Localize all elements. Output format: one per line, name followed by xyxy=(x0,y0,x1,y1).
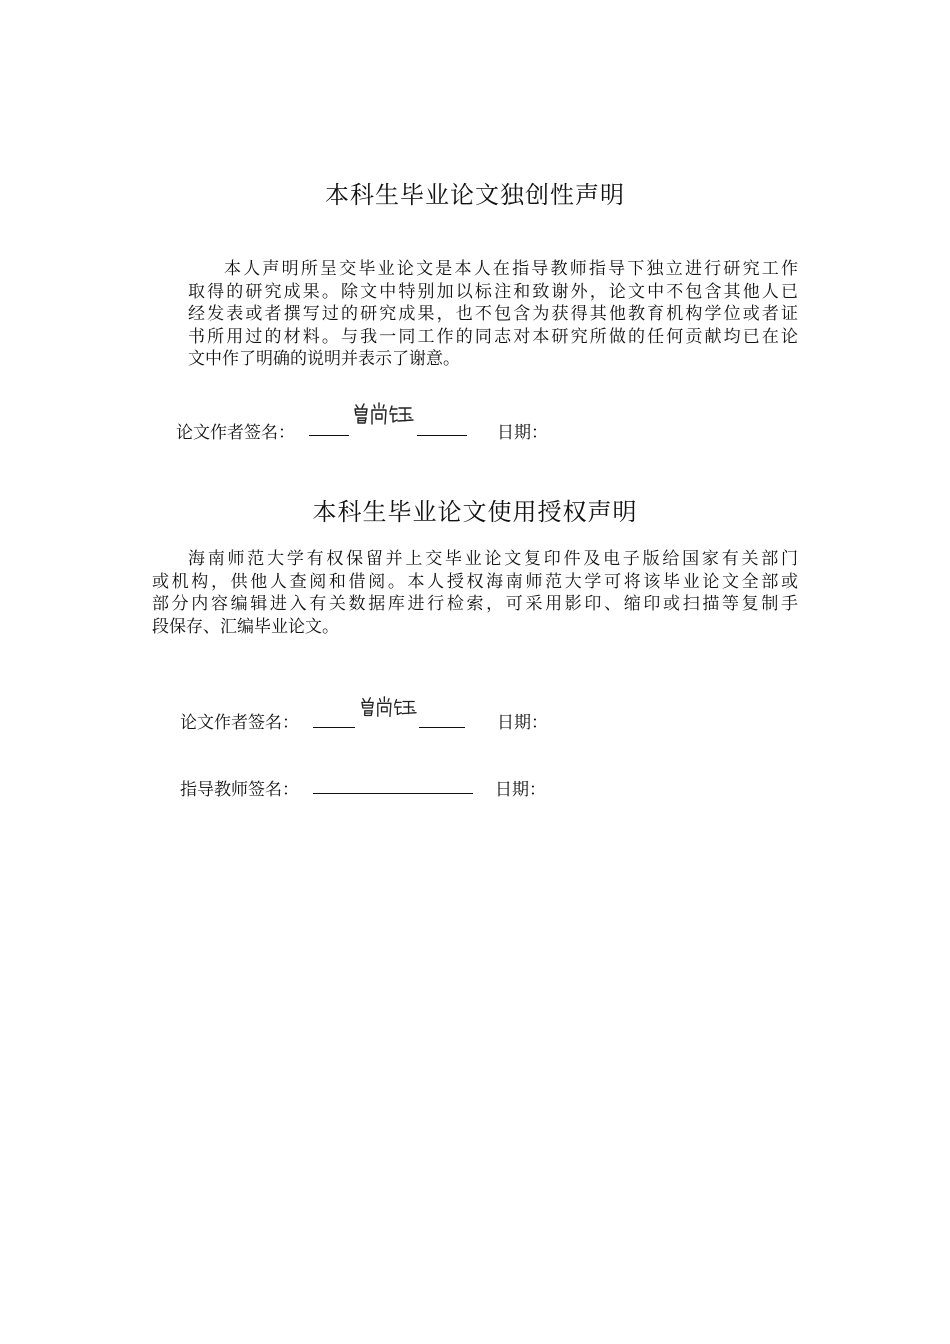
authorization-declaration-body xyxy=(152,548,798,638)
paragraph-line: 本人声明所呈交毕业论文是本人在指导教师指导下独立进行研究工作 xyxy=(224,259,798,279)
paragraph-line: 海南师范大学有权保留并上交毕业论文复印件及电子版给国家有关部门 xyxy=(188,549,798,569)
author-date-label: 日期： xyxy=(497,713,548,733)
paragraph-line: 文中作了明确的说明并表示了谢意。 xyxy=(188,349,460,370)
signature-underline xyxy=(313,793,473,794)
author-signature-label: 论文作者签名： xyxy=(176,423,295,443)
author-date-label: 日期： xyxy=(497,423,548,443)
paragraph-line: 段保存、汇编毕业论文。 xyxy=(152,616,339,637)
supervisor-date-label: 日期： xyxy=(495,780,546,800)
paragraph-line: 经发表或者撰写过的研究成果，也不包含为获得其他教育机构学位或者证 xyxy=(188,304,798,325)
supervisor-signature-label: 指导教师签名： xyxy=(180,780,299,800)
originality-declaration-title: 本科生毕业论文独创性声明 xyxy=(325,181,625,209)
signature-underline xyxy=(417,435,467,436)
paragraph-line: 取得的研究成果。除文中特别加以标注和致谢外，论文中不包含其他人已 xyxy=(188,281,798,302)
author-signature-label: 论文作者签名： xyxy=(180,713,299,733)
originality-declaration-body xyxy=(188,258,798,371)
signature-underline xyxy=(309,435,349,436)
authorization-declaration-title: 本科生毕业论文使用授权声明 xyxy=(312,498,638,526)
author-handwritten-signature xyxy=(352,400,416,430)
signature-underline xyxy=(419,727,465,728)
paragraph-line: 或机构，供他人查阅和借阅。本人授权海南师范大学可将该毕业论文全部或 xyxy=(152,571,798,592)
paragraph-line: 部分内容编辑进入有关数据库进行检索，可采用影印、缩印或扫描等复制手 xyxy=(152,594,798,615)
paragraph-line: 书所用过的材料。与我一同工作的同志对本研究所做的任何贡献均已在论 xyxy=(188,326,798,347)
author-handwritten-signature xyxy=(358,694,420,722)
signature-underline xyxy=(313,727,355,728)
